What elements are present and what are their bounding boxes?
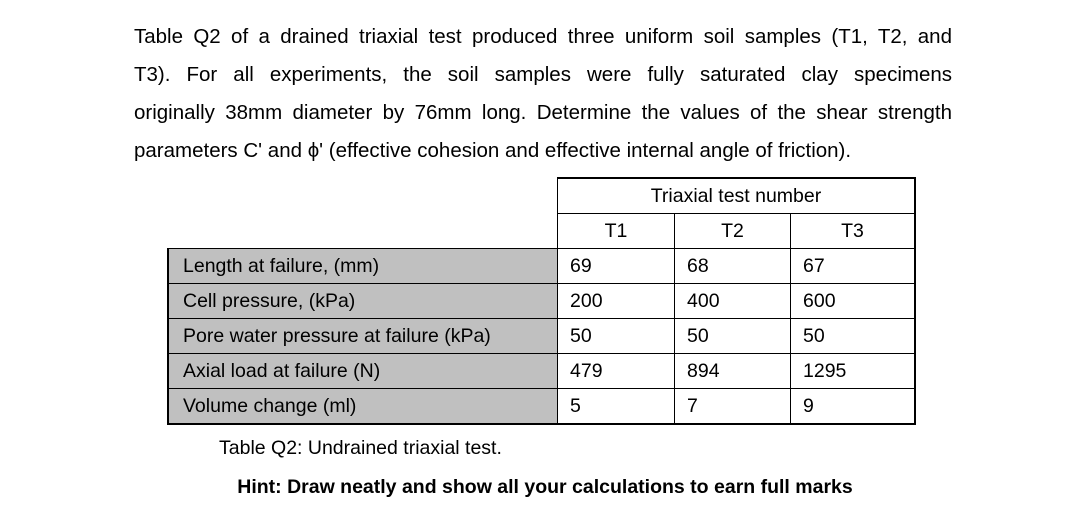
cell-length-t3: 67: [791, 249, 916, 284]
cell-cell-pressure-t3: 600: [791, 284, 916, 319]
question-line-4: parameters C' and ϕ' (effective cohesion and effective internal angle of friction).: [134, 139, 852, 162]
cell-axial-load-t3: 1295: [791, 354, 916, 389]
question-line-1: Table Q2 of a drained triaxial test produced three uniform soil samples (T1, T2, and: [134, 25, 952, 48]
cell-pore-pressure-t3: 50: [791, 319, 916, 354]
table-row: [168, 249, 915, 284]
cell-volume-change-t3: 9: [791, 389, 916, 425]
cell-axial-load-t2: 894: [675, 354, 791, 389]
cell-pore-pressure-t1: 50: [558, 319, 675, 354]
hint-text: Hint: Draw neatly and show all your calculations to earn full marks: [237, 476, 853, 498]
cell-length-t2: 68: [675, 249, 791, 284]
cell-volume-change-t1: 5: [558, 389, 675, 425]
column-header-t1: T1: [558, 214, 675, 249]
table-row: [168, 389, 915, 425]
table-row: [168, 354, 915, 389]
table-group-header-row: [168, 178, 915, 214]
table-column-header-row: [168, 214, 915, 249]
question-line-3: originally 38mm diameter by 76mm long. Determine the values of the shear strength: [134, 101, 952, 124]
cell-cell-pressure-t1: 200: [558, 284, 675, 319]
row-label-cell-pressure: Cell pressure, (kPa): [168, 284, 558, 319]
row-label-pore-pressure: Pore water pressure at failure (kPa): [168, 319, 558, 354]
cell-volume-change-t2: 7: [675, 389, 791, 425]
cell-pore-pressure-t2: 50: [675, 319, 791, 354]
cell-axial-load-t1: 479: [558, 354, 675, 389]
table-caption: Table Q2: Undrained triaxial test.: [219, 437, 502, 459]
question-paragraph: [134, 18, 952, 170]
row-label-length: Length at failure, (mm): [168, 249, 558, 284]
column-header-t3: T3: [791, 214, 916, 249]
table-row: [168, 319, 915, 354]
table-group-header: Triaxial test number: [558, 178, 916, 214]
table-corner-blank-2: [168, 214, 558, 249]
table-row: [168, 284, 915, 319]
triaxial-data-table: [167, 177, 916, 425]
cell-cell-pressure-t2: 400: [675, 284, 791, 319]
row-label-axial-load: Axial load at failure (N): [168, 354, 558, 389]
row-label-volume-change: Volume change (ml): [168, 389, 558, 425]
table-corner-blank: [168, 178, 558, 214]
column-header-t2: T2: [675, 214, 791, 249]
cell-length-t1: 69: [558, 249, 675, 284]
question-line-2: T3). For all experiments, the soil samples were fully saturated clay specimens: [134, 63, 952, 86]
